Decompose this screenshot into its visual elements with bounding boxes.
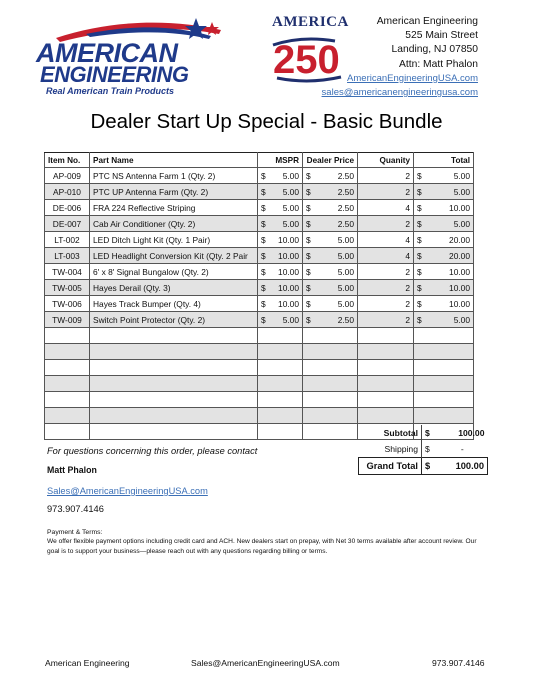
dealer-price-cell: 2.50 <box>318 184 358 200</box>
msrp-cell: 5.00 <box>273 184 303 200</box>
item-no-cell: TW-009 <box>45 312 90 328</box>
contact-name: Matt Phalon <box>47 465 97 475</box>
header-part-name: Part Name <box>90 153 258 168</box>
total-cell: 10.00 <box>429 200 474 216</box>
currency-symbol: $ <box>414 280 430 296</box>
quantity-cell: 2 <box>358 168 414 184</box>
payment-terms-body: We offer flexible payment options including credit card and ACH. New dealers start on prepay, with Net 30 terms available after account review. Our goal is to support your business—please reach out with any questions regarding billing or terms. <box>47 538 477 555</box>
empty-cell <box>303 344 319 360</box>
empty-cell <box>45 344 90 360</box>
empty-cell <box>414 360 430 376</box>
empty-cell <box>358 376 414 392</box>
currency-symbol: $ <box>414 216 430 232</box>
shipping-label: Shipping <box>359 441 422 458</box>
header-msrp: MSPR <box>258 153 303 168</box>
currency-symbol: $ <box>425 428 430 438</box>
empty-cell <box>414 376 430 392</box>
part-name-cell: FRA 224 Reflective Striping <box>90 200 258 216</box>
currency-symbol: $ <box>425 444 430 454</box>
quantity-cell: 2 <box>358 216 414 232</box>
part-name-cell: 6' x 8' Signal Bungalow (Qty. 2) <box>90 264 258 280</box>
empty-cell <box>303 392 319 408</box>
empty-cell <box>303 376 319 392</box>
empty-cell <box>90 376 258 392</box>
empty-table-row <box>45 344 474 360</box>
table-row <box>45 232 474 248</box>
empty-cell <box>90 360 258 376</box>
empty-table-row <box>45 408 474 424</box>
part-name-cell: Hayes Track Bumper (Qty. 4) <box>90 296 258 312</box>
item-no-cell: LT-002 <box>45 232 90 248</box>
empty-cell <box>358 344 414 360</box>
empty-cell <box>318 328 358 344</box>
currency-symbol: $ <box>303 200 319 216</box>
currency-symbol: $ <box>303 216 319 232</box>
empty-cell <box>429 344 474 360</box>
currency-symbol: $ <box>258 168 274 184</box>
quantity-cell: 2 <box>358 296 414 312</box>
empty-cell <box>45 376 90 392</box>
contact-email-link[interactable]: Sales@AmericanEngineeringUSA.com <box>47 486 208 496</box>
msrp-cell: 10.00 <box>273 232 303 248</box>
contact-question: For questions concerning this order, please contact <box>47 446 258 456</box>
total-cell: 5.00 <box>429 312 474 328</box>
empty-cell <box>45 328 90 344</box>
currency-symbol: $ <box>303 264 319 280</box>
empty-cell <box>273 424 303 440</box>
currency-symbol: $ <box>258 280 274 296</box>
currency-symbol: $ <box>258 232 274 248</box>
part-name-cell: PTC NS Antenna Farm 1 (Qty. 2) <box>90 168 258 184</box>
empty-cell <box>303 360 319 376</box>
total-cell: 5.00 <box>429 216 474 232</box>
total-cell: 10.00 <box>429 280 474 296</box>
empty-cell <box>303 424 319 440</box>
dealer-price-cell: 5.00 <box>318 232 358 248</box>
empty-cell <box>303 408 319 424</box>
badge-number: 250 <box>273 38 340 82</box>
item-no-cell: TW-006 <box>45 296 90 312</box>
empty-cell <box>45 392 90 408</box>
empty-cell <box>318 392 358 408</box>
empty-cell <box>90 344 258 360</box>
currency-symbol: $ <box>258 184 274 200</box>
empty-cell <box>303 328 319 344</box>
dealer-price-cell: 5.00 <box>318 280 358 296</box>
empty-cell <box>318 408 358 424</box>
quantity-cell: 4 <box>358 232 414 248</box>
subtotal-value: 100.00 <box>458 428 485 438</box>
shipping-value: - <box>460 444 464 454</box>
company-logo <box>26 14 231 98</box>
currency-symbol: $ <box>258 200 274 216</box>
quantity-cell: 2 <box>358 264 414 280</box>
item-no-cell: LT-003 <box>45 248 90 264</box>
page-title: Dealer Start Up Special - Basic Bundle <box>90 110 443 133</box>
grand-total-label: Grand Total <box>359 458 422 475</box>
grand-total-value: 100.00 <box>437 458 488 475</box>
empty-cell <box>429 376 474 392</box>
msrp-cell: 10.00 <box>273 264 303 280</box>
empty-cell <box>429 360 474 376</box>
currency-symbol: $ <box>258 216 274 232</box>
currency-symbol: $ <box>303 248 319 264</box>
empty-cell <box>90 392 258 408</box>
total-cell: 20.00 <box>429 248 474 264</box>
currency-symbol: $ <box>414 296 430 312</box>
empty-cell <box>258 328 274 344</box>
footer-company: American Engineering <box>45 658 130 668</box>
currency-symbol: $ <box>303 168 319 184</box>
quantity-cell: 2 <box>358 312 414 328</box>
empty-cell <box>414 408 430 424</box>
sales-email-link[interactable]: sales@americanengineeringusa.com <box>321 87 478 99</box>
subtotal-label: Subtotal <box>359 425 422 441</box>
empty-cell <box>358 392 414 408</box>
quantity-cell: 4 <box>358 248 414 264</box>
currency-symbol: $ <box>414 168 430 184</box>
currency-symbol: $ <box>414 248 430 264</box>
table-row <box>45 200 474 216</box>
header-dealer-price: Dealer Price <box>303 153 358 168</box>
empty-table-row <box>45 376 474 392</box>
empty-cell <box>273 344 303 360</box>
total-cell: 10.00 <box>429 296 474 312</box>
table-row <box>45 264 474 280</box>
empty-cell <box>273 408 303 424</box>
currency-symbol: $ <box>303 296 319 312</box>
empty-cell <box>318 376 358 392</box>
header-total: Total <box>414 153 474 168</box>
item-no-cell: TW-004 <box>45 264 90 280</box>
empty-cell <box>90 424 258 440</box>
currency-symbol: $ <box>258 264 274 280</box>
item-no-cell: TW-005 <box>45 280 90 296</box>
quantity-cell: 2 <box>358 184 414 200</box>
empty-cell <box>358 328 414 344</box>
table-row <box>45 296 474 312</box>
logo-tagline: Real American Train Products <box>46 86 175 96</box>
table-row <box>45 248 474 264</box>
dealer-price-cell: 5.00 <box>318 264 358 280</box>
website-link[interactable]: AmericanEngineeringUSA.com <box>347 72 478 84</box>
msrp-cell: 5.00 <box>273 168 303 184</box>
table-row <box>45 312 474 328</box>
item-no-cell: AP-009 <box>45 168 90 184</box>
currency-symbol: $ <box>414 312 430 328</box>
currency-symbol: $ <box>414 184 430 200</box>
part-name-cell: LED Ditch Light Kit (Qty. 1 Pair) <box>90 232 258 248</box>
part-name-cell: Hayes Derail (Qty. 3) <box>90 280 258 296</box>
dealer-price-cell: 2.50 <box>318 168 358 184</box>
empty-cell <box>273 376 303 392</box>
logo-word-engineering: ENGINEERING <box>40 62 189 87</box>
currency-symbol: $ <box>414 200 430 216</box>
grand-total-row <box>359 458 488 475</box>
empty-cell <box>90 408 258 424</box>
empty-cell <box>258 424 274 440</box>
total-cell: 10.00 <box>429 264 474 280</box>
empty-cell <box>318 424 358 440</box>
empty-cell <box>273 328 303 344</box>
order-table <box>44 152 474 440</box>
empty-cell <box>45 360 90 376</box>
empty-cell <box>258 392 274 408</box>
empty-cell <box>273 360 303 376</box>
footer-phone: 973.907.4146 <box>432 658 485 668</box>
item-no-cell: AP-010 <box>45 184 90 200</box>
header-quantity: Quanity <box>358 153 414 168</box>
empty-cell <box>429 408 474 424</box>
empty-cell <box>318 344 358 360</box>
shipping-row <box>359 441 488 458</box>
currency-symbol: $ <box>303 184 319 200</box>
currency-symbol: $ <box>303 232 319 248</box>
msrp-cell: 10.00 <box>273 248 303 264</box>
empty-cell <box>258 408 274 424</box>
msrp-cell: 5.00 <box>273 200 303 216</box>
quantity-cell: 4 <box>358 200 414 216</box>
dealer-price-cell: 5.00 <box>318 248 358 264</box>
currency-symbol: $ <box>303 312 319 328</box>
empty-cell <box>90 328 258 344</box>
empty-cell <box>258 344 274 360</box>
empty-cell <box>414 392 430 408</box>
total-cell: 20.00 <box>429 232 474 248</box>
badge-title: AMERICA <box>272 14 349 30</box>
quantity-cell: 2 <box>358 280 414 296</box>
footer-email: Sales@AmericanEngineeringUSA.com <box>191 658 340 668</box>
currency-symbol: $ <box>258 296 274 312</box>
empty-cell <box>258 360 274 376</box>
empty-table-row <box>45 328 474 344</box>
table-row <box>45 184 474 200</box>
order-summary <box>358 425 488 475</box>
empty-table-row <box>45 360 474 376</box>
company-name: American Engineering <box>376 16 478 27</box>
currency-symbol: $ <box>258 248 274 264</box>
header-item-no: Item No. <box>45 153 90 168</box>
company-street: 525 Main Street <box>405 30 478 42</box>
contact-phone: 973.907.4146 <box>47 504 104 514</box>
msrp-cell: 10.00 <box>273 280 303 296</box>
dealer-price-cell: 5.00 <box>318 296 358 312</box>
total-cell: 5.00 <box>429 184 474 200</box>
empty-cell <box>45 424 90 440</box>
currency-symbol: $ <box>422 458 438 475</box>
part-name-cell: Switch Point Protector (Qty. 2) <box>90 312 258 328</box>
company-attn: Attn: Matt Phalon <box>399 58 478 70</box>
empty-cell <box>273 392 303 408</box>
empty-cell <box>358 360 414 376</box>
company-address <box>322 15 478 100</box>
empty-cell <box>45 408 90 424</box>
part-name-cell: LED Headlight Conversion Kit (Qty. 2 Pair <box>90 248 258 264</box>
empty-cell <box>318 360 358 376</box>
currency-symbol: $ <box>414 232 430 248</box>
currency-symbol: $ <box>258 312 274 328</box>
part-name-cell: PTC UP Antenna Farm (Qty. 2) <box>90 184 258 200</box>
dealer-price-cell: 2.50 <box>318 312 358 328</box>
dealer-price-cell: 2.50 <box>318 216 358 232</box>
empty-cell <box>414 344 430 360</box>
subtotal-row <box>359 425 488 441</box>
part-name-cell: Cab Air Conditioner (Qty. 2) <box>90 216 258 232</box>
table-header-row <box>45 153 474 168</box>
item-no-cell: DE-006 <box>45 200 90 216</box>
empty-cell <box>358 408 414 424</box>
empty-cell <box>429 392 474 408</box>
msrp-cell: 5.00 <box>273 312 303 328</box>
table-row <box>45 280 474 296</box>
msrp-cell: 10.00 <box>273 296 303 312</box>
item-no-cell: DE-007 <box>45 216 90 232</box>
table-row <box>45 168 474 184</box>
company-city: Landing, NJ 07850 <box>391 44 478 56</box>
total-cell: 5.00 <box>429 168 474 184</box>
payment-terms-heading: Payment & Terms: <box>47 529 103 536</box>
table-row <box>45 216 474 232</box>
currency-symbol: $ <box>303 280 319 296</box>
empty-table-row <box>45 392 474 408</box>
dealer-price-cell: 2.50 <box>318 200 358 216</box>
currency-symbol: $ <box>414 264 430 280</box>
empty-cell <box>258 376 274 392</box>
empty-cell <box>414 328 430 344</box>
logo-word-american: AMERICAN <box>36 38 178 68</box>
empty-cell <box>429 328 474 344</box>
msrp-cell: 5.00 <box>273 216 303 232</box>
